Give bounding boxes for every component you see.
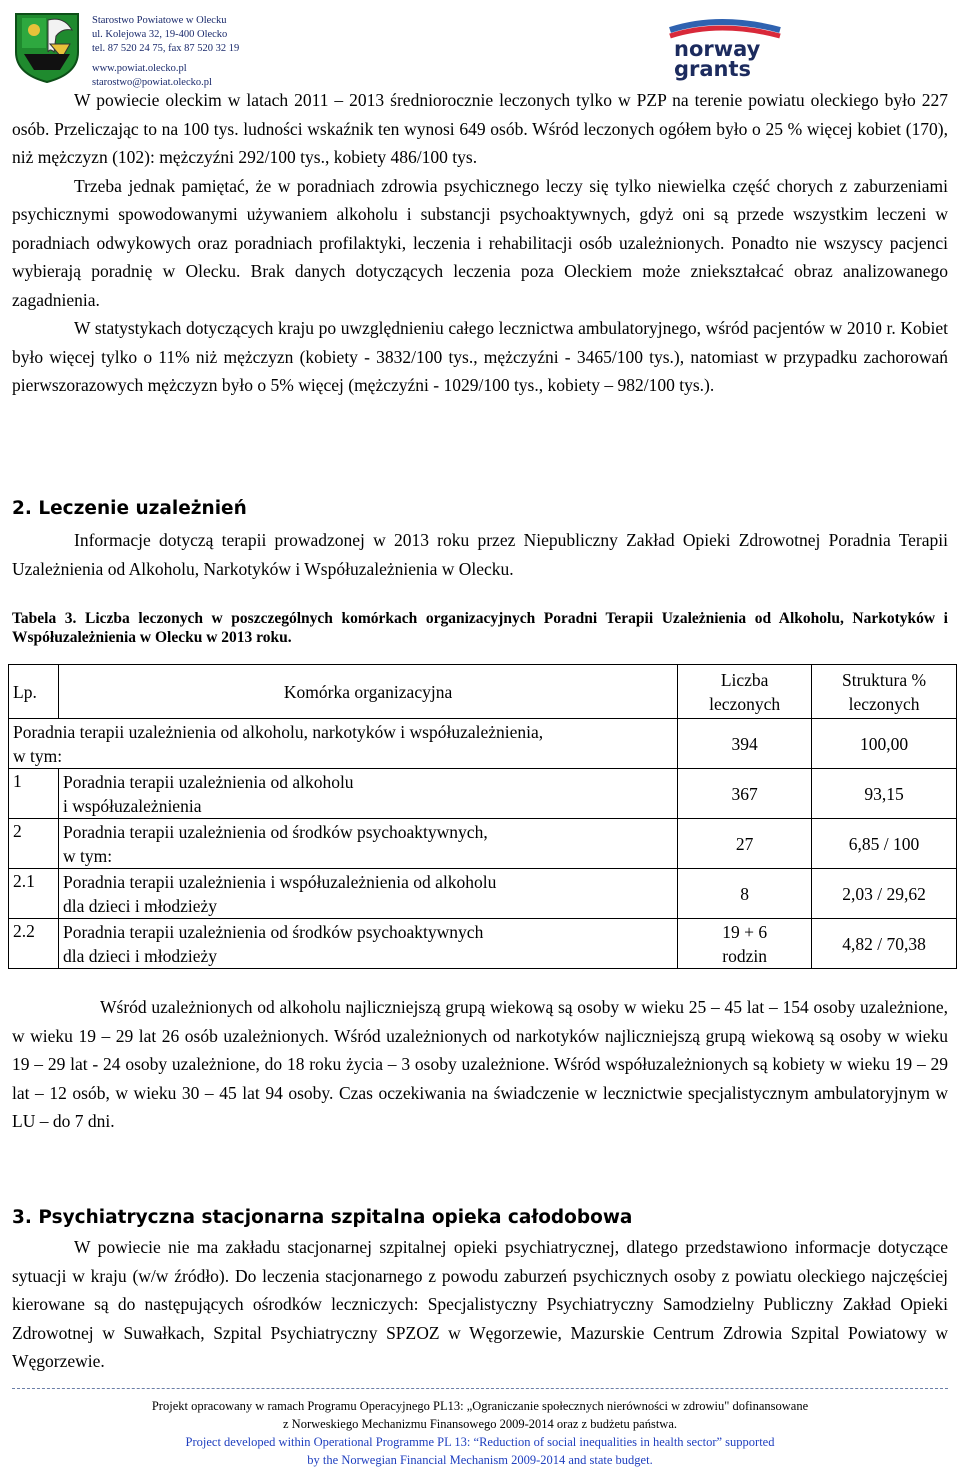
footer: [0, 1397, 960, 1469]
header-unit: Komórka organizacyjna: [58, 665, 677, 719]
row-1-lp: 1: [9, 769, 59, 819]
row-2-unit-line1: Poradnia terapii uzależnienia od środków psychoaktywnych,: [62, 821, 488, 842]
section-2-paragraph-2: Wśród uzależnionych od alkoholu najliczniejszą grupą wiekową są osoby w wieku 25 – 45 lat – 154 osoby uzależnione, w wieku 19 – 29 lat 26 osób uzależnionych. Wśród uzależnionych od narkotyków najliczniejszą grupą wiekową są osoby w wieku 19 – 29 lat - 24 osoby uzależnione, do 18 roku życia – 3 osoby uzależnione. Wśród współuzależnionych są kobiety w wieku 19 – 29 lat – 12 osób, w wieku 30 – 45 lat 94 osoby. Czas oczekiwania na świadczenie w lecznictwie specjalistycznym ambulatoryjnym w LU – do 7 dni.: [12, 997, 948, 1131]
norway-grants-logo: [660, 6, 950, 84]
table-header-row: [9, 665, 957, 719]
footer-divider: [12, 1388, 948, 1389]
row-4-count-line1: 19 + 6: [722, 921, 768, 942]
row-0-unit: [9, 719, 678, 769]
row-3-structure: 2,03 / 29,62: [812, 869, 957, 919]
row-4-unit-line2: dla dzieci i młodzieży: [62, 945, 217, 966]
table-caption: Tabela 3. Liczba leczonych w poszczególnych komórkach organizacyjnych Poradni Terapii Uzależnienia od Alkoholu, Narkotyków i Współuzależnienia w Olecku w 2013 roku.: [12, 610, 948, 646]
row-2-unit: [58, 819, 677, 869]
footer-en-line1: Project developed within Operational Programme PL 13: “Reduction of social inequalities in health sector” supported: [185, 1435, 775, 1449]
table-row: [9, 869, 957, 919]
footer-en-line2: by the Norwegian Financial Mechanism 2009-2014 and state budget.: [307, 1453, 653, 1467]
row-4-count: [678, 919, 812, 969]
row-1-count: 367: [678, 769, 812, 819]
intro-text: [12, 86, 948, 400]
row-4-unit: [58, 919, 677, 969]
row-2-structure: 6,85 / 100: [812, 819, 957, 869]
table-row: [9, 719, 957, 769]
row-3-unit-line2: dla dzieci i młodzieży: [62, 895, 217, 916]
header-count-line1: Liczba: [720, 669, 769, 690]
section-3-heading: 3. Psychiatryczna stacjonarna szpitalna opieka całodobowa: [12, 1207, 633, 1228]
footer-pl-line1: Projekt opracowany w ramach Programu Operacyjnego PL13: „Ograniczanie społecznych nierówności w zdrowiu" dofinansowane: [151, 1399, 809, 1413]
header-contact: [92, 14, 239, 90]
row-4-unit-line1: Poradnia terapii uzależnienia od środków psychoaktywnych: [62, 921, 484, 942]
row-0-unit-line1: Poradnia terapii uzależnienia od alkoholu, narkotyków i współuzależnienia,: [13, 721, 544, 742]
intro-paragraph-2: Trzeba jednak pamiętać, że w poradniach zdrowia psychicznego leczy się tylko niewielka część chorych z zaburzeniami psychicznymi spowodowanymi używaniem alkoholu i substancji psychoaktywnych, gdyż oni są przede wszystkim leczeni w poradniach odwykowych oraz poradniach profilaktyki, leczenia i rehabilitacji osób uzależnionych. Ponadto nie wszyscy pacjenci wybierają poradnię w Olecku. Brak danych dotyczących leczenia poza Oleckiem może zniekształcać obraz analizowanego zagadnienia.: [12, 175, 948, 310]
section-2-heading: 2. Leczenie uzależnień: [12, 498, 247, 519]
section-3-text: [12, 1233, 948, 1376]
row-1-structure: 93,15: [812, 769, 957, 819]
header-structure: [812, 665, 957, 719]
county-coat-of-arms-icon: [12, 8, 82, 84]
row-1-unit-line1: Poradnia terapii uzależnienia od alkoholu: [62, 771, 354, 792]
header-count: [678, 665, 812, 719]
intro-paragraph-1: W powiecie oleckim w latach 2011 – 2013 średniorocznie leczonych tylko w PZP na terenie powiatu oleckiego było 227 osób. Przeliczając to na 100 tys. ludności wskaźnik ten wynosi 649 osób. Wśród leczonych ogółem było o 25 % więcej kobiet (170), niż mężczyzn (102): mężczyźni 292/100 tys., kobiety 486/100 tys.: [12, 90, 948, 167]
grants-logo-word: grants: [674, 57, 752, 81]
section-2-paragraph-1: Informacje dotyczą terapii prowadzonej w 2013 roku przez Niepubliczny Zakład Opieki Zdrowotnej Poradnia Terapii Uzależnienia od Alkoholu, Narkotyków i Współuzależnienia w Olecku.: [12, 530, 948, 579]
row-3-lp: 2.1: [9, 869, 59, 919]
org-phone: tel. 87 520 24 75, fax 87 520 32 19: [92, 43, 240, 54]
row-4-structure: 4,82 / 70,38: [812, 919, 957, 969]
org-website[interactable]: www.powiat.olecko.pl: [92, 63, 187, 74]
treatment-table: [8, 664, 957, 969]
table-row: [9, 919, 957, 969]
row-1-unit: [58, 769, 677, 819]
row-2-lp: 2: [9, 819, 59, 869]
header-lp: Lp.: [9, 665, 59, 719]
section-2-outro: [12, 993, 948, 1136]
section-3-paragraph-1: W powiecie nie ma zakładu stacjonarnej szpitalnej opieki psychiatrycznej, dlatego przedstawiono informacje dotyczące sytuacji w kraju (w/w źródło). Do leczenia stacjonarnego z powodu zaburzeń psychicznych osoby z powiatu oleckiego najczęściej kierowane są do następujących ośrodków leczniczych: Specjalistyczny Psychiatryczny Samodzielny Publiczny Zakład Opieki Zdrowotnej w Suwałkach, Szpital Psychiatryczny SPZOZ w Węgorzewie, Mazurskie Centrum Zdrowia Szpital Powiatowy w Węgorzewie.: [12, 1237, 948, 1371]
row-4-lp: 2.2: [9, 919, 59, 969]
row-2-count: 27: [678, 819, 812, 869]
footer-pl-line2: z Norweskiego Mechanizmu Finansowego 2009-2014 oraz z budżetu państwa.: [283, 1417, 677, 1431]
section-2-intro: [12, 526, 948, 583]
org-email[interactable]: starostwo@powiat.olecko.pl: [92, 77, 212, 88]
row-4-count-line2: rodzin: [722, 945, 767, 966]
table-row: [9, 769, 957, 819]
row-1-unit-line2: i współuzależnienia: [62, 795, 202, 816]
intro-paragraph-3: W statystykach dotyczących kraju po uwzględnieniu całego lecznictwa ambulatoryjnego, wśród pacjentów w 2010 r. Kobiet było więcej tylko o 11% niż mężczyzn (kobiety - 3832/100 tys., mężczyźni - 3465/100 tys.), natomiast w przypadku zachorowań pierwszorazowych mężczyzn było o 5% więcej (mężczyźni - 1029/100 tys., kobiety – 982/100 tys.).: [12, 318, 948, 395]
row-0-structure: 100,00: [812, 719, 957, 769]
header-structure-line1: Struktura %: [842, 669, 927, 690]
org-address: ul. Kolejowa 32, 19-400 Olecko: [92, 29, 228, 40]
row-0-count: 394: [678, 719, 812, 769]
row-3-unit: [58, 869, 677, 919]
org-name: Starostwo Powiatowe w Olecku: [92, 15, 227, 26]
table-row: [9, 819, 957, 869]
row-0-unit-line2: w tym:: [13, 745, 63, 766]
norway-logo-word: norway: [674, 37, 761, 61]
row-3-count: 8: [678, 869, 812, 919]
row-2-unit-line2: w tym:: [62, 845, 113, 866]
row-3-unit-line1: Poradnia terapii uzależnienia i współuzależnienia od alkoholu: [62, 871, 497, 892]
header-count-line2: leczonych: [709, 693, 781, 714]
header-structure-line2: leczonych: [848, 693, 920, 714]
